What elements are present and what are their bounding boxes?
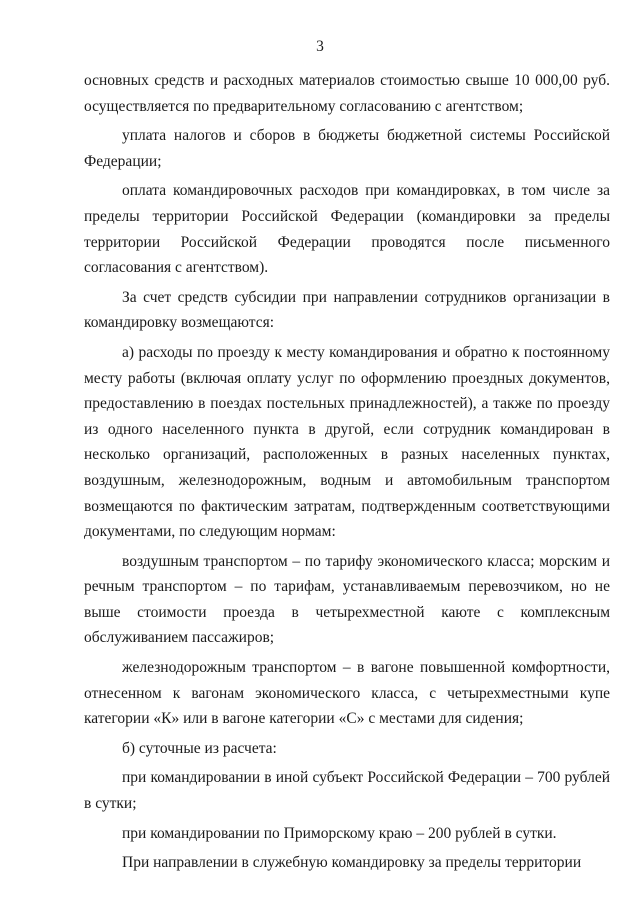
document-body	[84, 68, 610, 880]
paragraph-fixed-assets-continuation: основных средств и расходных материалов стоимостью свыше 10 000,00 руб. осуществляется по предварительному согласованию с агентством;	[84, 72, 610, 115]
paragraph-air-sea-transport: воздушным транспортом – по тарифу экономического класса; морским и речным транспортом – по тарифам, устанавливаемым перевозчиком, но не выше стоимости проезда в четырехместной каюте с комплексным обслуживанием пассажиров;	[84, 552, 610, 647]
paragraph-item-b-per-diem: б) суточные из расчета:	[122, 739, 277, 757]
page-number: 3	[316, 38, 324, 55]
paragraph-travel-expenses: оплата командировочных расходов при командировках, в том числе за пределы территории Российской Федерации (командировки за пределы территории Российской Федерации проводятся после письменного согласования с агентством).	[84, 182, 610, 277]
paragraph-per-diem-primorsky: при командировании по Приморскому краю – 200 рублей в сутки.	[122, 824, 557, 842]
paragraph-per-diem-other-region: при командировании в иной субъект Российской Федерации – 700 рублей в сутки;	[84, 769, 610, 813]
paragraph-foreign-trip-start: При направлении в служебную командировку за пределы территории	[122, 854, 582, 872]
paragraph-rail-transport: железнодорожным транспортом – в вагоне повышенной комфортности, отнесенном к вагонам экономического класса, с четырехместными купе категории «К» или в вагоне категории «С» с местами для сидения;	[84, 659, 610, 728]
paragraph-taxes: уплата налогов и сборов в бюджеты бюджетной системы Российской Федерации;	[84, 127, 610, 170]
paragraph-subsidy-intro: За счет средств субсидии при направлении сотрудников организации в командировку возмещаются:	[84, 288, 610, 332]
paragraph-item-a-transport: а) расходы по проезду к месту командирования и обратно к постоянному месту работы (включая оплату услуг по оформлению проездных документов, предоставлению в поездах постельных принадлежностей), а также по проезду из одного населенного пункта в другой, если сотрудник командирован в несколько организаций, расположенных в разных населенных пунктах, воздушным, железнодорожным, водным и автомобильным транспортом возмещаются по фактическим затратам, подтвержденным соответствующими документами, по следующим нормам:	[84, 343, 610, 541]
